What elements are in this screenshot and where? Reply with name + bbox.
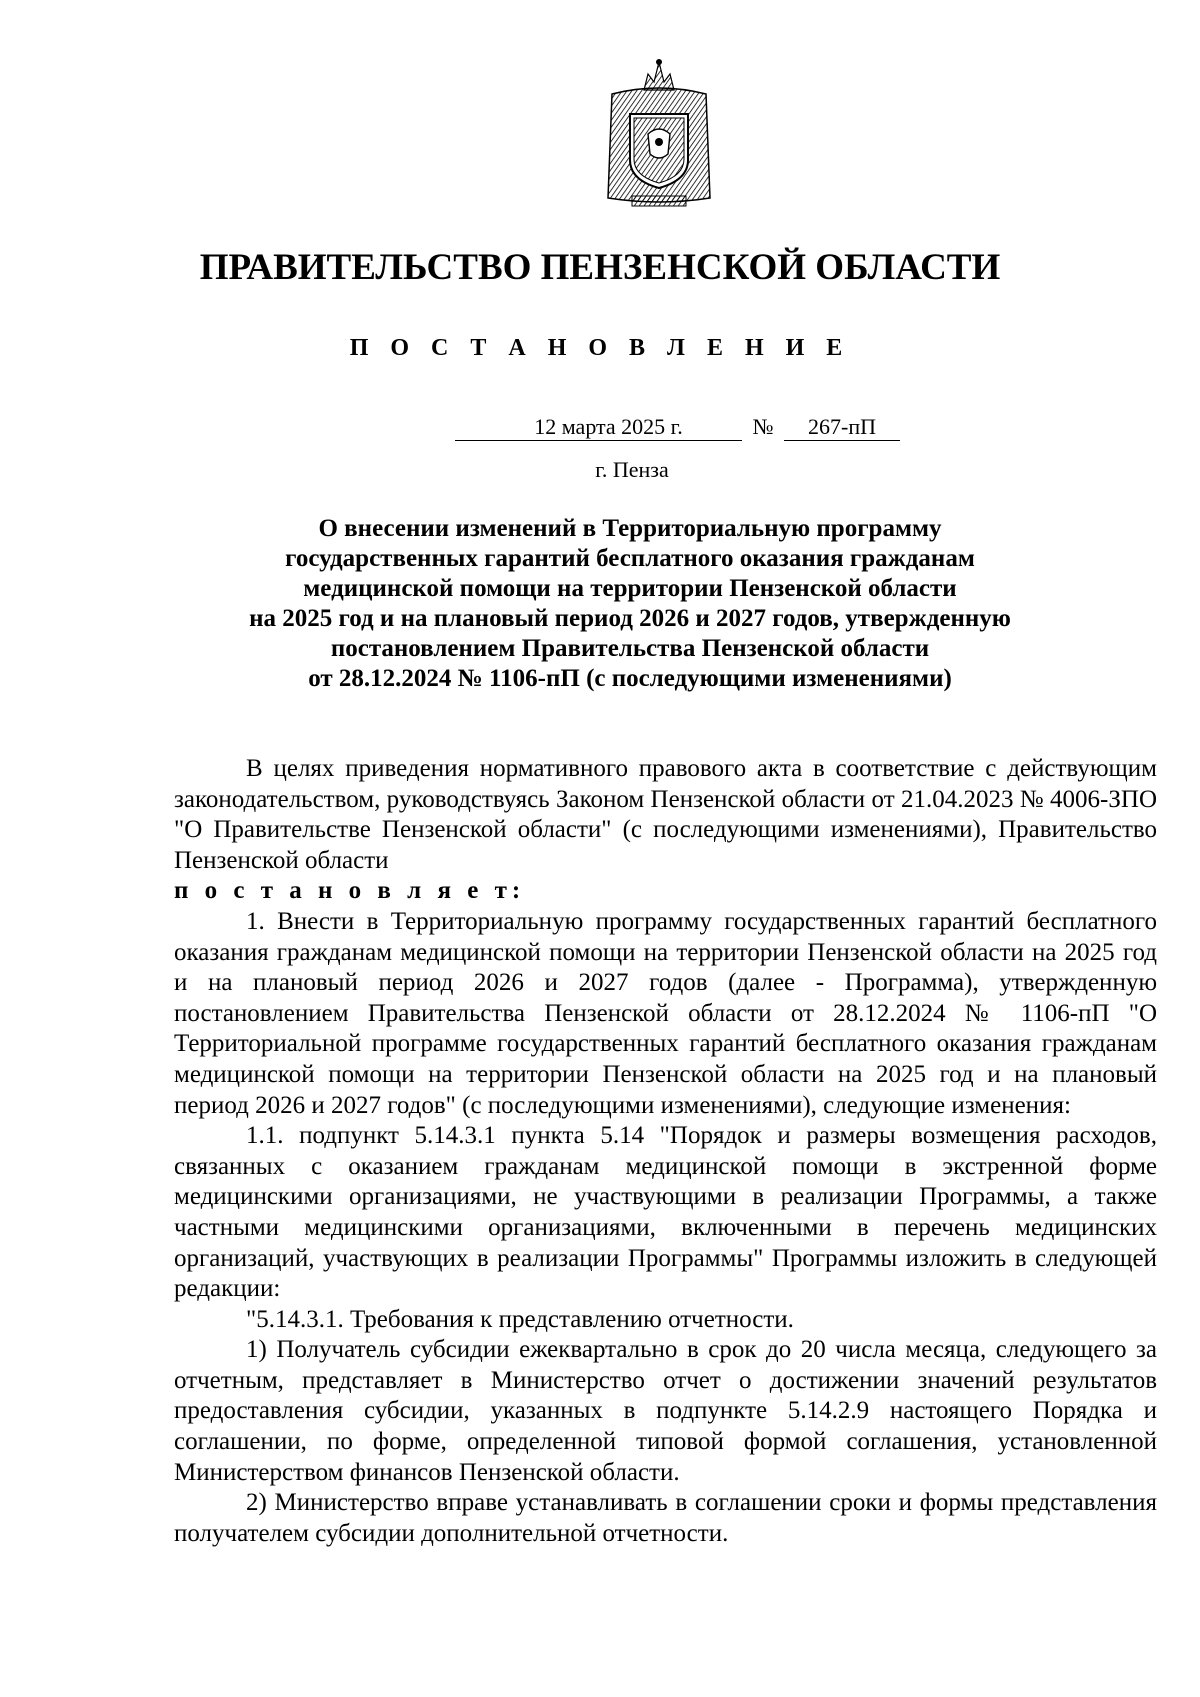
body-paragraph: 2) Министерство вправе устанавливать в соглашении сроки и формы представления получателем субсидии дополнительной отчетности. — [174, 1489, 1157, 1547]
penza-coat-of-arms-icon — [602, 56, 716, 210]
body-paragraph: 1) Получатель субсидии ежеквартально в срок до 20 числа месяца, следующего за отчетным, представляет в Министерство отчет о достижении значений результатов предоставления субсидии, указанных в подпункте 5.14.2.9 настоящего Порядка и соглашении, по форме, определенной типовой формой соглашения, установленной Министерством финансов Пензенской области. — [174, 1336, 1157, 1486]
government-title: ПРАВИТЕЛЬСТВО ПЕНЗЕНСКОЙ ОБЛАСТИ — [199, 247, 1001, 288]
resolves-line — [174, 876, 1157, 907]
subject-line: государственных гарантий бесплатного оказания гражданам — [285, 545, 975, 572]
subject-line: медицинской помощи на территории Пензенской области — [303, 575, 957, 602]
document-date: 12 марта 2025 г. — [455, 414, 742, 441]
body-paragraph: "5.14.3.1. Требования к представлению отчетности. — [246, 1305, 794, 1333]
subject-line: от 28.12.2024 № 1106-пП (с последующими изменениями) — [308, 665, 952, 692]
document-body — [174, 754, 1157, 1549]
resolves-word: п о с т а н о в л я е т: — [174, 877, 526, 905]
subject-line: О внесении изменений в Территориальную программу — [318, 515, 942, 542]
document-number: 267-пП — [784, 414, 900, 441]
subject-line: постановлением Правительства Пензенской области — [330, 635, 930, 662]
document-subject — [170, 514, 1090, 694]
document-city: г. Пенза — [595, 457, 669, 482]
body-paragraph: 1.1. подпункт 5.14.3.1 пункта 5.14 "Порядок и размеры возмещения расходов, связанных с оказанием гражданам медицинской помощи в экстренной форме медицинскими организациями, не участвующими в реализации Программы, а также частными медицинскими организациями, включенными в перечень медицинских организаций, участвующих в реализации Программы" Программы изложить в следующей редакции: — [174, 1122, 1157, 1303]
subject-line: на 2025 год и на плановый период 2026 и 2027 годов, утвержденную — [249, 605, 1011, 632]
document-type: П О С Т А Н О В Л Е Н И Е — [349, 335, 851, 361]
number-sign: № — [752, 414, 774, 439]
preamble-paragraph: В целях приведения нормативного правового акта в соответствие с действующим законодательством, руководствуясь Законом Пензенской области от 21.04.2023 № 4006-ЗПО "О Правительстве Пензенской области" (с последующими изменениями), Правительство Пензенской области — [174, 755, 1157, 874]
body-paragraph: 1. Внести в Территориальную программу государственных гарантий бесплатного оказания гражданам медицинской помощи на территории Пензенской области на 2025 год и на плановый период 2026 и 2027 годов (далее - Программа), утвержденную постановлением Правительства Пензенской области от 28.12.2024 № 1106-пП "О Территориальной программе государственных гарантий бесплатного оказания гражданам медицинской помощи на территории Пензенской области на 2025 год и на плановый период 2026 и 2027 годов" (с последующими изменениями), следующие изменения: — [174, 907, 1157, 1119]
